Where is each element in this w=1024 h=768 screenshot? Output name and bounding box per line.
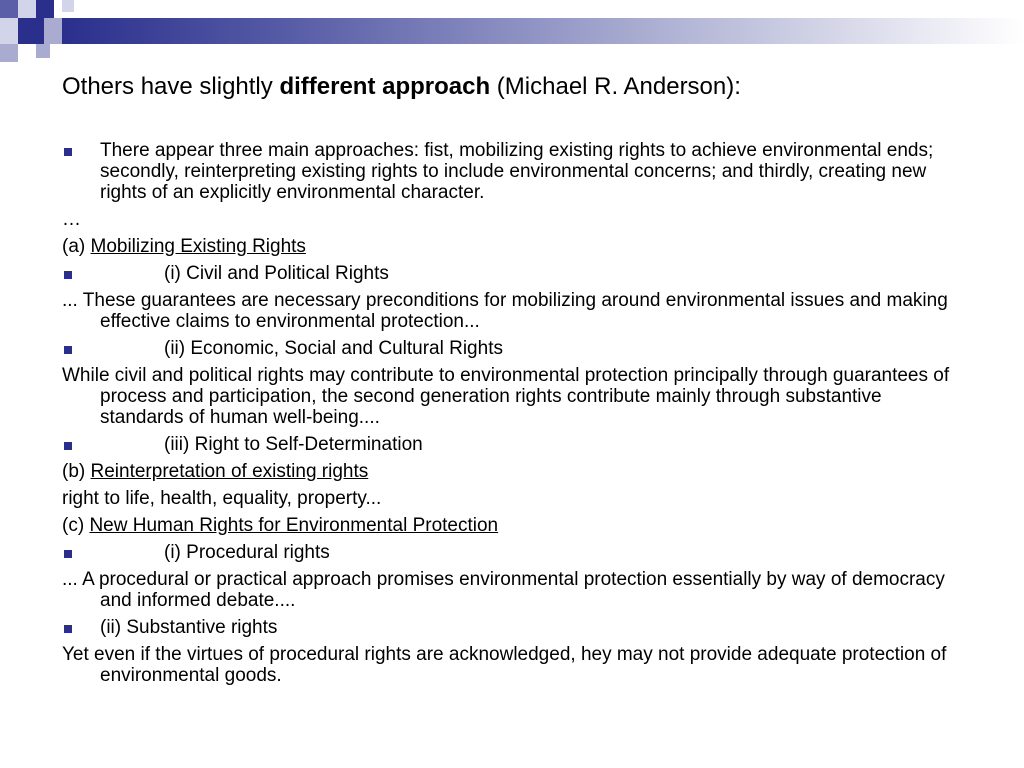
- header-gradient-bar: [62, 18, 1024, 44]
- section-a-title: Mobilizing Existing Rights: [90, 236, 306, 257]
- header-square-3: [36, 0, 54, 18]
- section-c-prefix: (c): [62, 515, 90, 536]
- title-bold: different approach: [279, 73, 491, 100]
- square-bullet-icon: [64, 442, 72, 450]
- section-a-prefix: (a): [62, 236, 91, 257]
- section-b-prefix: (b): [62, 461, 91, 482]
- header-square-7: [0, 44, 18, 62]
- civil-political-text: [62, 290, 962, 332]
- slide-body: [62, 140, 962, 692]
- bullet-substantive: [62, 617, 962, 638]
- section-a-heading: [62, 236, 962, 257]
- bullet-approaches: [62, 140, 962, 203]
- economic-social-text: [62, 365, 962, 428]
- substantive-text: [62, 644, 962, 686]
- bullet-procedural-text: (i) Procedural rights: [164, 542, 330, 563]
- bullet-self-determination-text: (iii) Right to Self-Determination: [164, 434, 423, 455]
- square-bullet-icon: [64, 148, 72, 156]
- header-square-4: [18, 18, 44, 44]
- header-square-2: [18, 0, 36, 18]
- slide-title: [62, 72, 741, 102]
- header-square-5: [44, 18, 62, 44]
- bullet-civil-political: [62, 263, 962, 284]
- procedural-text: [62, 569, 962, 611]
- section-b-desc: right to life, health, equality, property...: [62, 488, 382, 509]
- section-c-heading: [62, 515, 962, 536]
- civil-political-desc: ... These guarantees are necessary preconditions for mobilizing around environmental issues and making effective claims to environmental protection...: [62, 290, 948, 332]
- square-bullet-icon: [64, 625, 72, 633]
- substantive-desc: Yet even if the virtues of procedural rights are acknowledged, hey may not provide adequate protection of environmental goods.: [62, 644, 947, 686]
- header-square-1: [0, 0, 18, 18]
- title-suffix: (Michael R. Anderson):: [490, 73, 741, 100]
- ellipsis-line: [62, 209, 962, 230]
- section-b-text: [62, 488, 962, 509]
- square-bullet-icon: [64, 271, 72, 279]
- square-bullet-icon: [64, 550, 72, 558]
- ellipsis-text: …: [62, 209, 81, 230]
- economic-social-desc: While civil and political rights may contribute to environmental protection principally through guarantees of process and participation, the second generation rights contribute mainly through substantive standards of human well-being....: [62, 365, 950, 428]
- header-square-8: [36, 44, 50, 58]
- bullet-procedural: [62, 542, 962, 563]
- header-square-6: [0, 18, 18, 44]
- section-c-title: New Human Rights for Environmental Protection: [89, 515, 499, 536]
- procedural-desc: ... A procedural or practical approach promises environmental protection essentially by way of democracy and informed debate....: [62, 569, 945, 611]
- bullet-approaches-text: There appear three main approaches: fist, mobilizing existing rights to achieve environmental ends; secondly, reinterpreting existing rights to include environmental concerns; and thirdly, creating new rights of an explicitly environmental character.: [100, 140, 934, 203]
- section-b-title: Reinterpretation of existing rights: [90, 461, 369, 482]
- section-b-heading: [62, 461, 962, 482]
- bullet-civil-political-text: (i) Civil and Political Rights: [164, 263, 389, 284]
- bullet-substantive-text: (ii) Substantive rights: [100, 617, 278, 638]
- bullet-self-determination: [62, 434, 962, 455]
- header-square-9: [62, 0, 74, 12]
- bullet-economic-social-text: (ii) Economic, Social and Cultural Rights: [164, 338, 503, 359]
- square-bullet-icon: [64, 346, 72, 354]
- title-prefix: Others have slightly: [62, 73, 280, 100]
- bullet-economic-social: [62, 338, 962, 359]
